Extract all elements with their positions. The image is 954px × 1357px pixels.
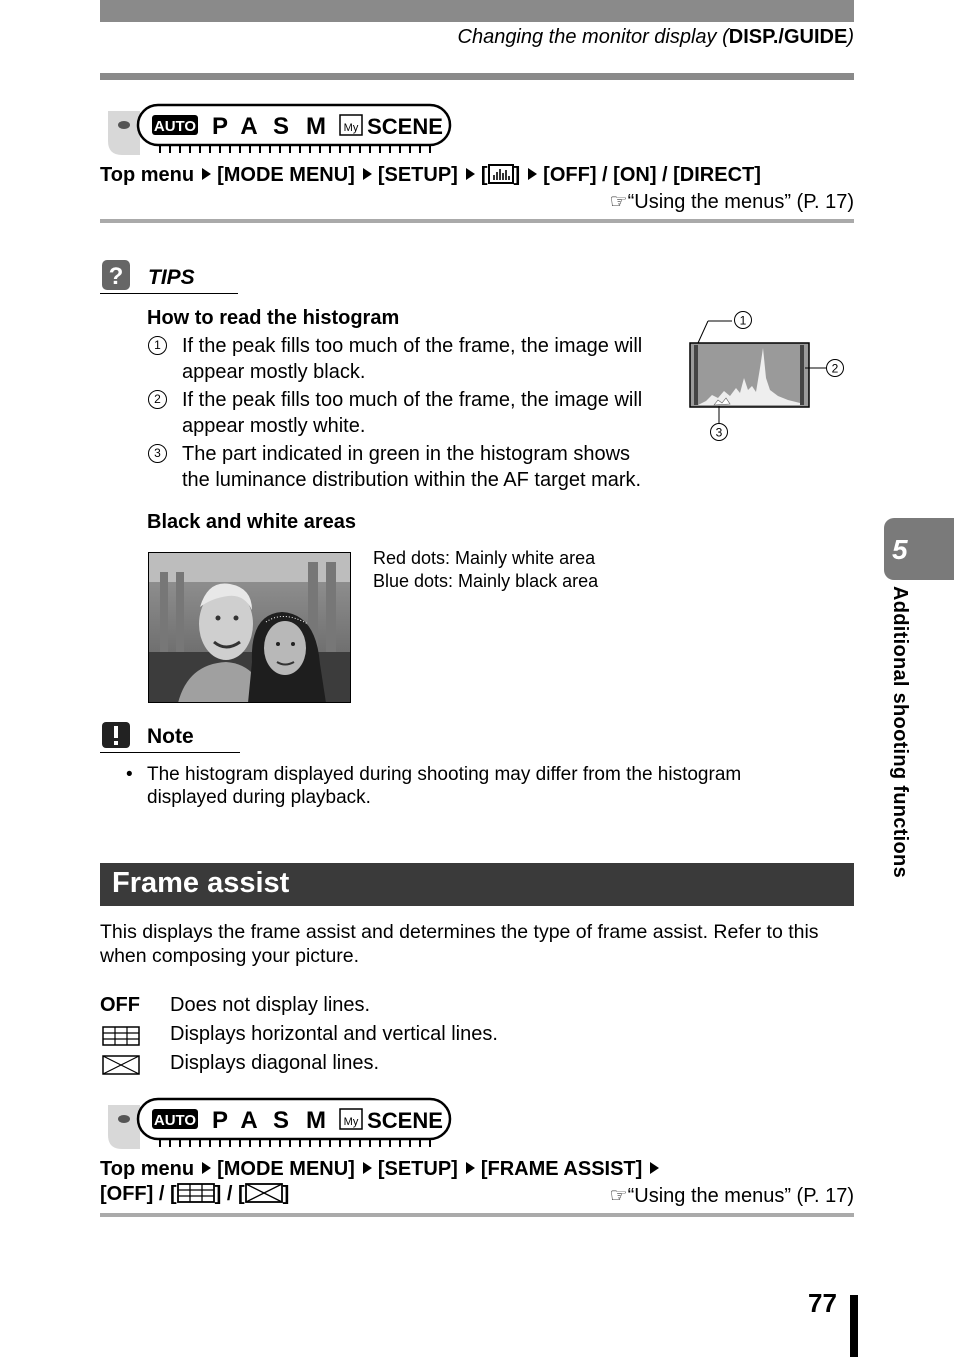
grid-lines-icon <box>102 1026 140 1046</box>
sample-photo <box>148 552 351 703</box>
list-item: 1 If the peak fills too much of the frame, the image will appear mostly black. <box>147 333 667 385</box>
svg-text:?: ? <box>108 263 124 290</box>
svg-text:SCENE: SCENE <box>367 1108 443 1133</box>
frame-assist-description: This displays the frame assist and determines the type of frame assist. Refer to this when composing your picture. <box>100 921 819 967</box>
svg-text:P: P <box>211 1107 229 1134</box>
tips-question-icon <box>101 259 131 291</box>
option-off-key: OFF <box>100 994 140 1016</box>
pointing-hand-icon: ☞ <box>609 1185 628 1207</box>
histogram-heading: How to read the histogram <box>147 307 400 329</box>
mode-dial-bar <box>100 1097 452 1149</box>
histogram-illustration <box>688 308 848 446</box>
frame-assist-menu-path: Top menu [MODE MENU] [SETUP] [FRAME ASSIST] <box>100 1158 665 1181</box>
list-item: 3 The part indicated in green in the histogram shows the luminance distribution within the AF target mark. <box>147 441 667 493</box>
chapter-number: 5 <box>892 534 908 565</box>
grid-lines-icon <box>177 1183 215 1203</box>
bw-legend: Red dots: Mainly white area Blue dots: Mainly black area <box>373 548 599 591</box>
section-rule <box>100 219 854 223</box>
note-bullet: • <box>126 764 133 785</box>
page-number: 77 <box>808 1288 837 1318</box>
svg-text:My: My <box>343 122 359 134</box>
histogram-menu-path: Top menu [MODE MENU] [SETUP] [ ] [OFF] / [ON] / [DIRECT] <box>100 164 761 186</box>
note-text: The histogram displayed during shooting may differ from the histogram displayed during playback. <box>147 764 742 808</box>
svg-text:A: A <box>240 113 258 140</box>
svg-text:S: S <box>272 113 290 140</box>
tips-list <box>147 333 667 493</box>
section-rule <box>100 1213 854 1217</box>
svg-text:AUTO: AUTO <box>153 118 197 135</box>
header-bar <box>100 0 854 22</box>
diagonal-lines-icon <box>102 1055 140 1075</box>
frame-assist-menu-options: [OFF] / [ ] / [ ] <box>100 1183 290 1205</box>
frame-assist-title-bar <box>100 863 854 906</box>
section-title: Frame assist <box>112 867 290 899</box>
note-exclamation-icon <box>101 721 131 749</box>
svg-text:3: 3 <box>715 425 723 440</box>
chapter-title: Additional shooting functions <box>889 586 911 878</box>
frame-assist-menu-reference: ☞“Using the menus” (P. 17) <box>609 1185 854 1207</box>
bw-areas-heading: Black and white areas <box>147 511 356 533</box>
tips-underline <box>100 293 238 294</box>
svg-text:M: M <box>306 1107 326 1134</box>
svg-text:AUTO: AUTO <box>153 1112 197 1129</box>
svg-text:1: 1 <box>739 313 747 328</box>
header-rule <box>100 73 854 80</box>
svg-text:P: P <box>211 113 229 140</box>
page-number-bar <box>850 1295 858 1357</box>
svg-text:S: S <box>272 1107 290 1134</box>
svg-text:A: A <box>240 1107 258 1134</box>
note-underline <box>100 752 240 753</box>
list-item: 2 If the peak fills too much of the frame, the image will appear mostly white. <box>147 387 667 439</box>
svg-text:2: 2 <box>831 361 839 376</box>
svg-text:M: M <box>306 113 326 140</box>
chapter-tab <box>884 518 954 580</box>
histogram-menu-reference: ☞“Using the menus” (P. 17) <box>609 191 854 213</box>
histogram-icon <box>488 164 514 184</box>
page-header-title: Changing the monitor display (DISP./GUIDE) <box>457 26 854 48</box>
option-grid-text: Displays horizontal and vertical lines. <box>170 1023 498 1045</box>
diagonal-lines-icon <box>245 1183 283 1203</box>
tips-label: TIPS <box>148 266 195 289</box>
option-diagonal-text: Displays diagonal lines. <box>170 1052 380 1074</box>
svg-text:My: My <box>343 1116 359 1128</box>
note-label: Note <box>147 725 194 748</box>
svg-text:SCENE: SCENE <box>367 114 443 139</box>
pointing-hand-icon: ☞ <box>609 191 628 213</box>
mode-dial-bar <box>100 103 452 155</box>
option-off-text: Does not display lines. <box>170 994 371 1016</box>
